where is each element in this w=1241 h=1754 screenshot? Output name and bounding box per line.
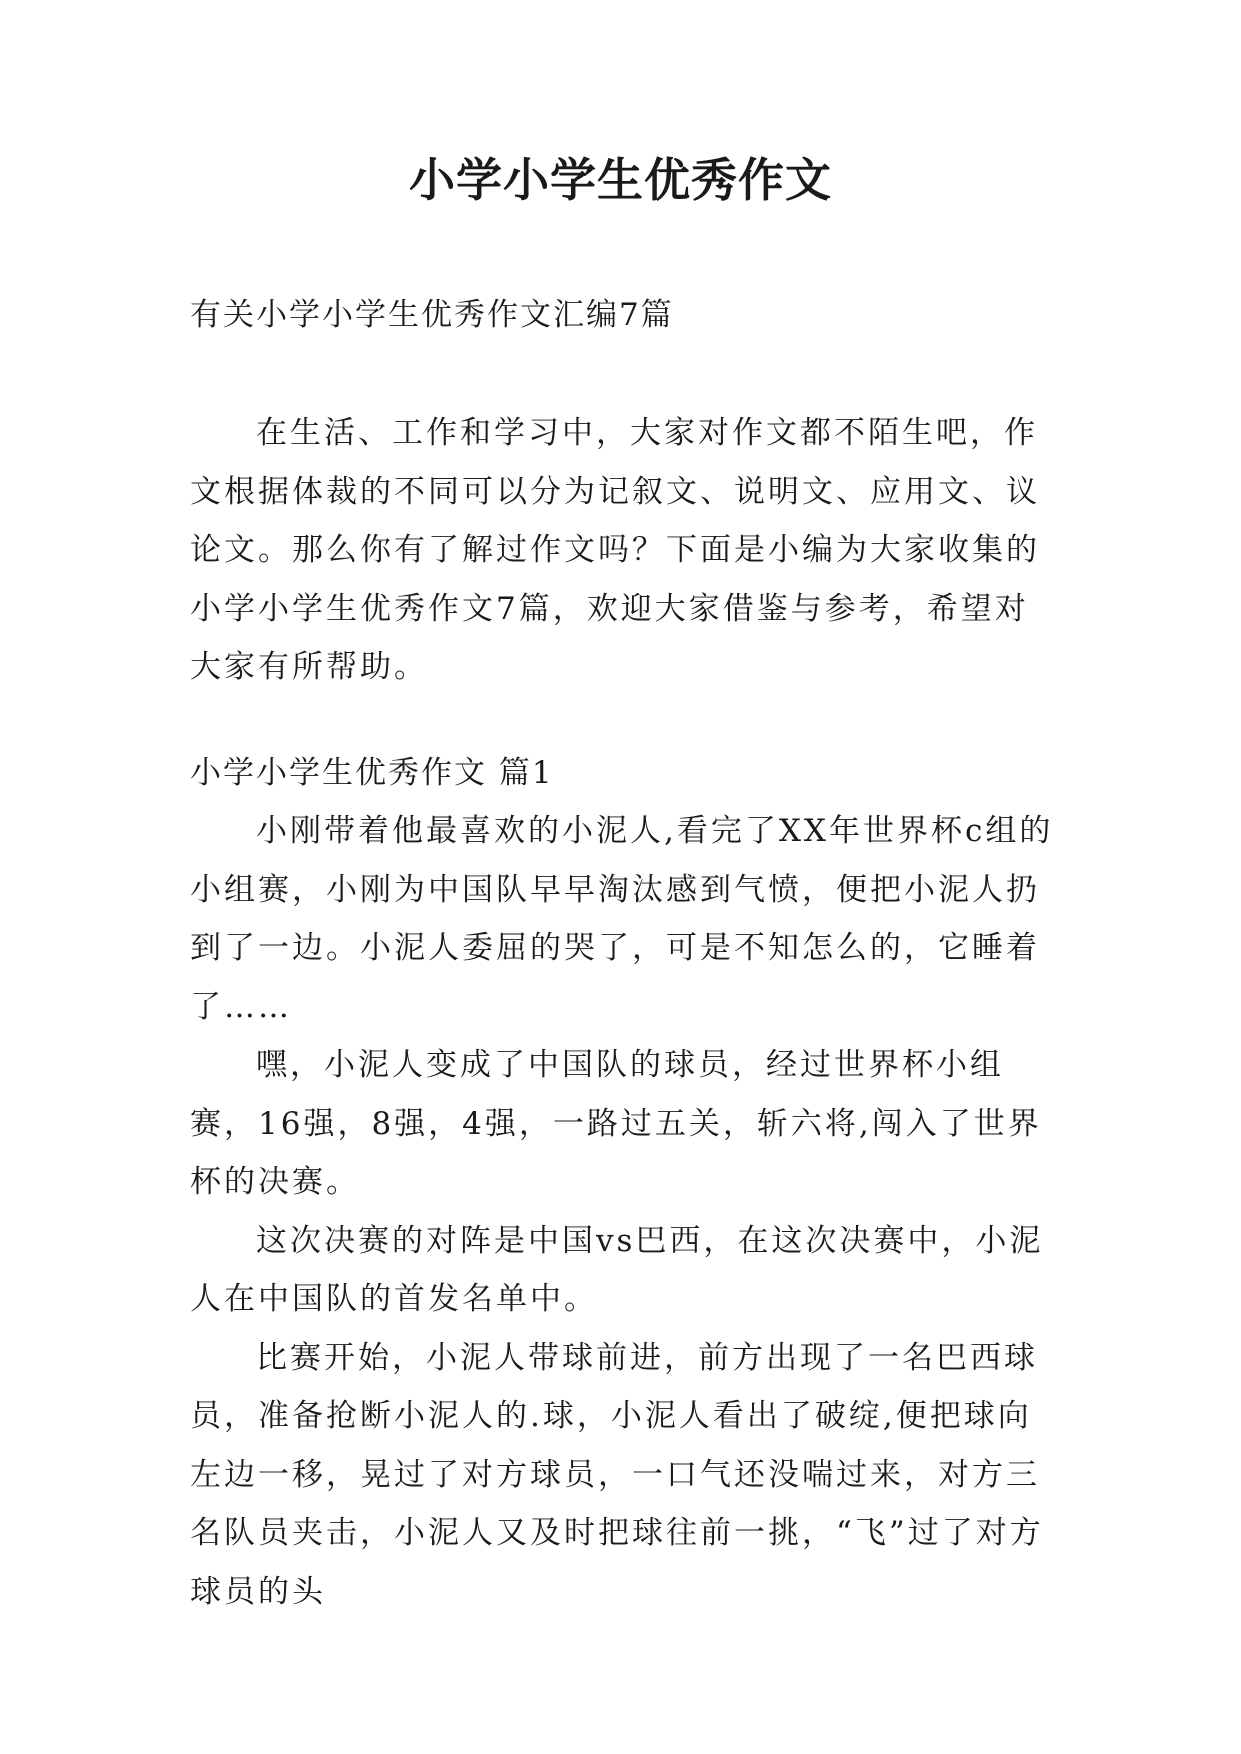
- document-subtitle: 有关小学小学生优秀作文汇编7篇: [190, 297, 674, 333]
- article-paragraph-1: 小刚带着他最喜欢的小泥人,看完了XX年世界杯c组的小组赛，小刚为中国队早早淘汰感到气愤，便把小泥人扔到了一边。小泥人委屈的哭了，可是不知怎么的，它睡着了……: [190, 813, 1054, 1025]
- article-paragraph-2: 嘿，小泥人变成了中国队的球员，经过世界杯小组赛，16强，8强，4强，一路过五关，斩六将,闯入了世界杯的决赛。: [190, 1047, 1042, 1200]
- article-paragraph-4: 比赛开始，小泥人带球前进，前方出现了一名巴西球员，准备抢断小泥人的.球，小泥人看出了破绽,便把球向左边一移，晃过了对方球员，一口气还没喘过来，对方三名队员夹击，小泥人又及时把球往前一挑，“飞”过了对方球员的头: [190, 1339, 1044, 1610]
- article-paragraph-3: 这次决赛的对阵是中国vs巴西，在这次决赛中，小泥人在中国队的首发名单中。: [190, 1222, 1044, 1317]
- intro-block: [190, 404, 1060, 697]
- article-body: [190, 802, 1060, 1621]
- section-heading: 小学小学生优秀作文 篇1: [190, 755, 554, 791]
- document-title: 小学小学生优秀作文: [409, 153, 832, 207]
- intro-paragraph: 在生活、工作和学习中，大家对作文都不陌生吧，作文根据体裁的不同可以分为记叙文、说明文、应用文、议论文。那么你有了解过作文吗？下面是小编为大家收集的小学小学生优秀作文7篇，欢迎大家借鉴与参考，希望对大家有所帮助。: [190, 415, 1040, 685]
